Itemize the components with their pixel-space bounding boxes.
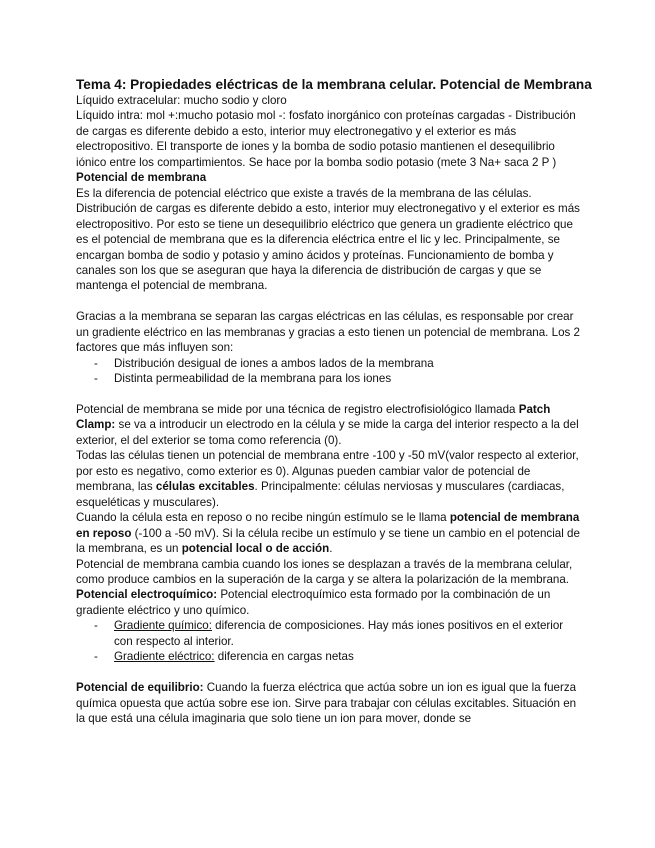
text-run: (-100 a -50 mV). Si la célula recibe un estímulo y se tiene un cambio en el potencial de la membrana, es un (76, 526, 580, 556)
gradients-list (76, 618, 581, 664)
membrane-potential-text: Es la diferencia de potencial eléctrico que existe a través de la membrana de las células. Distribución de cargas es diferente debido a esto, interior muy electronegativo y el exterior es más electropositivo. Por esto se tiene un desequilibrio eléctrico que genera un gradiente eléctrico que es el potencial de membrana que es la diferencia eléctrica entre el lic y lec. Principalmente, se encargan bomba de sodio y potasio y amino ácidos y proteínas. Funcionamiento de bomba y canales son los que se aseguran que haya la diferencia de distribución de cargas y que se mantenga el potencial de membrana. (76, 186, 580, 293)
text-run: Potencial electroquímico esta formado por la combinación de un gradiente eléctrico y uno químico. (76, 588, 551, 617)
equilibrium-heading: Potencial de equilibrio: (76, 681, 204, 695)
list-item (76, 618, 581, 649)
list-item: - Distribución desigual de iones a ambos lados de la membrana (76, 356, 581, 371)
electrochemical-heading: Potencial electroquímico: (76, 588, 218, 602)
rest-potential-term: potencial de membrana en reposo (76, 511, 580, 540)
chemical-gradient-term: Gradiente químico: (114, 619, 212, 633)
membrane-potential-heading: Potencial de membrana (76, 171, 207, 185)
text-run: Cuando la fuerza eléctrica que actúa sobre un ion es igual que la fuerza química opuesta que actúa sobre ese ion. Sirve para trabajar con células excitables. Situación en la que está una célula imaginaria que solo tiene un ion para mover, donde se (76, 681, 577, 726)
text-run: diferencia en cargas netas (214, 650, 354, 664)
document-title: Tema 4: Propiedades eléctricas de la membrana celular. Potencial de Membrana (76, 77, 592, 92)
text-run: diferencia de composiciones. Hay más iones positivos en el exterior con respecto al interior. (114, 619, 564, 648)
list-item (76, 649, 581, 664)
action-potential-term: potencial local o de acción (181, 542, 330, 556)
gracias-paragraph: Gracias a la membrana se separan las cargas eléctricas en las células, es responsable por crear un gradiente eléctrico en las membranas y gracias a esto tienen un potencial de membrana. Los 2 factores que más influyen son: (76, 310, 580, 355)
spacer (76, 294, 581, 309)
all-cells-paragraph (76, 448, 581, 510)
electrochemical-paragraph (76, 587, 581, 618)
potential-change-paragraph: Potencial de membrana cambia cuando los iones se desplazan a través de la membrana celular, como produce cambios en la superación de la carga y se altera la polarización de la membrana. (76, 557, 573, 587)
text-run: Cuando la célula esta en reposo o no recibe ningún estímulo se le llama (76, 511, 450, 525)
text-run: Todas las células tienen un potencial de membrana entre -100 y -50 mV(valor respecto al exterior, por esto es negativo, como exterior es 0). Algunas pueden cambiar valor de potencial de membrana, las (76, 449, 579, 494)
electrical-gradient-term: Gradiente eléctrico: (114, 650, 215, 664)
intro-intracellular: Líquido intra: mol +:mucho potasio mol -: fosfato inorgánico con proteínas cargadas - Distribución de cargas es diferente debido a esto, interior muy electronegativo y el exterior es más electropositivo. El transporte de iones y la bomba de sodio potasio mantienen el desequilibrio iónico entre los compartimientos. Se hace por la bomba sodio potasio (mete 3 Na+ saca 2 P ) (76, 109, 576, 169)
spacer (76, 665, 581, 680)
patch-clamp-paragraph (76, 402, 581, 448)
text-run: Potencial de membrana se mide por una técnica de registro electrofisiológico llamada (76, 403, 519, 417)
text-run: . (329, 542, 333, 556)
factors-list (76, 356, 581, 387)
intro-extracellular: Líquido extracelular: mucho sodio y cloro (76, 94, 287, 107)
equilibrium-paragraph (76, 680, 581, 726)
text-run: . Principalmente: células nerviosas y musculares (cardiacas, esqueléticas y musculares). (76, 480, 565, 509)
excitable-cells-term: células excitables (155, 480, 255, 494)
text-run: se va a introducir un electrodo en la célula y se mide la carga del interior respecto a la del exterior, el del exterior se toma como referencia (0). (76, 418, 579, 447)
list-item: - Distinta permeabilidad de la membrana para los iones (76, 371, 581, 386)
patch-clamp-term: Patch Clamp: (76, 403, 551, 432)
rest-potential-paragraph (76, 510, 581, 556)
spacer (76, 387, 581, 402)
